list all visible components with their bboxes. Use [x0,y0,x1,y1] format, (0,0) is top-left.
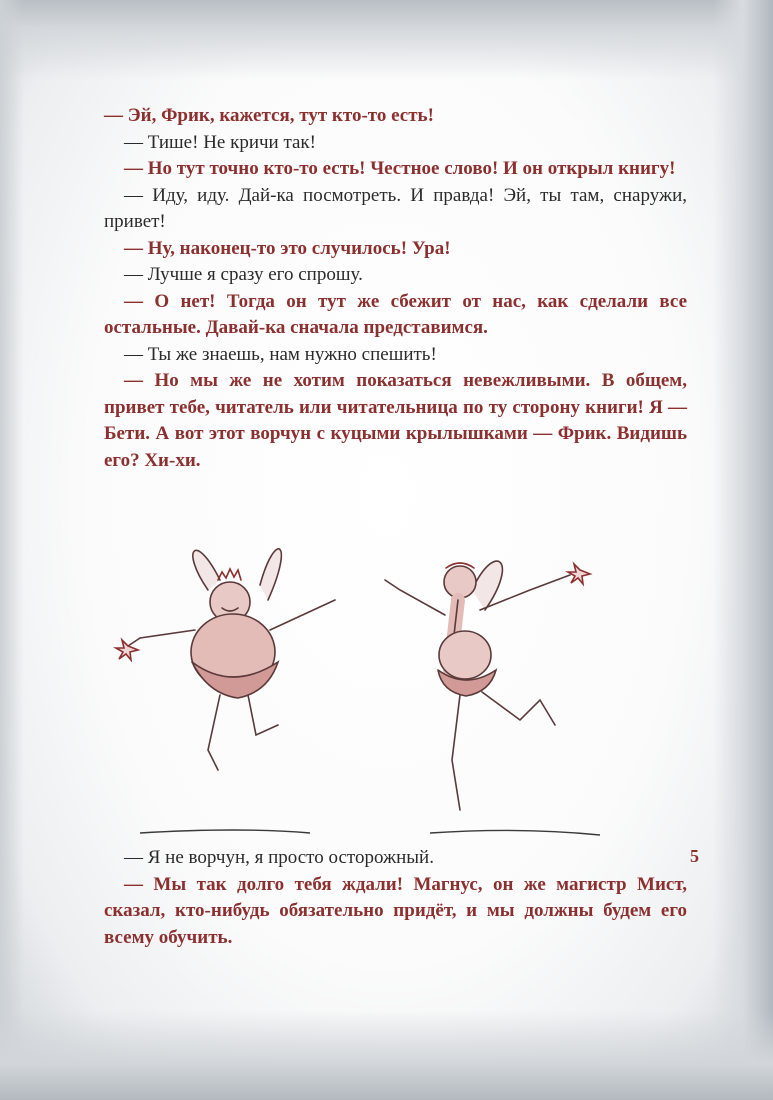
magic-wand-icon [568,564,590,584]
dialogue-line: — Мы так долго тебя ждали! Магнус, он же магистр Мист, сказал, кто-нибудь обязательно придёт, и мы должны будем его всему обучить. [104,873,687,948]
dialogue-line: — Эй, Фрик, кажется, тут кто-то есть! [104,105,434,126]
fairy-frik-icon [385,561,590,810]
dialogue-line: — Ну, наконец-то это случилось! Ура! [124,237,451,259]
dialogue-line: — Иду, иду. Дай-ка посмотреть. И правда! Эй, ты там, снаружи, привет! [104,184,687,232]
fairy-beti-icon [116,549,335,770]
dialogue-line: — Тише! Не кричи так! [124,131,316,153]
dialogue-line: — Но мы же не хотим показаться невежливыми. В общем, привет тебе, читатель или читательница по ту сторону книги! Я — Бети. А вот этот ворчун с куцыми крылышками — Фрик. Видишь его? Хи-хи. [104,370,687,471]
paper-edge-left [0,0,24,1100]
paper-edge-bottom [0,1010,773,1100]
dialogue-bottom [104,845,687,951]
dialogue-line: — Я не ворчун, я просто осторожный. [124,847,434,868]
ground-line-right [430,830,600,835]
magic-wand-icon [116,640,138,660]
dialogue-top [104,103,687,474]
paper-edge-right [713,0,773,1100]
ground-line-left [140,830,310,833]
page-number: 5 [690,846,699,866]
dialogue-line: — Но тут точно кто-то есть! Честное слово! И он открыл книгу! [124,158,676,179]
paper-edge-top [0,0,773,80]
dialogue-line: — О нет! Тогда он тут же сбежит от нас, как сделали все остальные. Давай-ка сначала представимся. [104,290,687,338]
dialogue-line: — Ты же знаешь, нам нужно спешить! [124,343,437,365]
fairies-illustration [100,520,660,850]
dialogue-line: — Лучше я сразу его спрошу. [124,264,363,285]
